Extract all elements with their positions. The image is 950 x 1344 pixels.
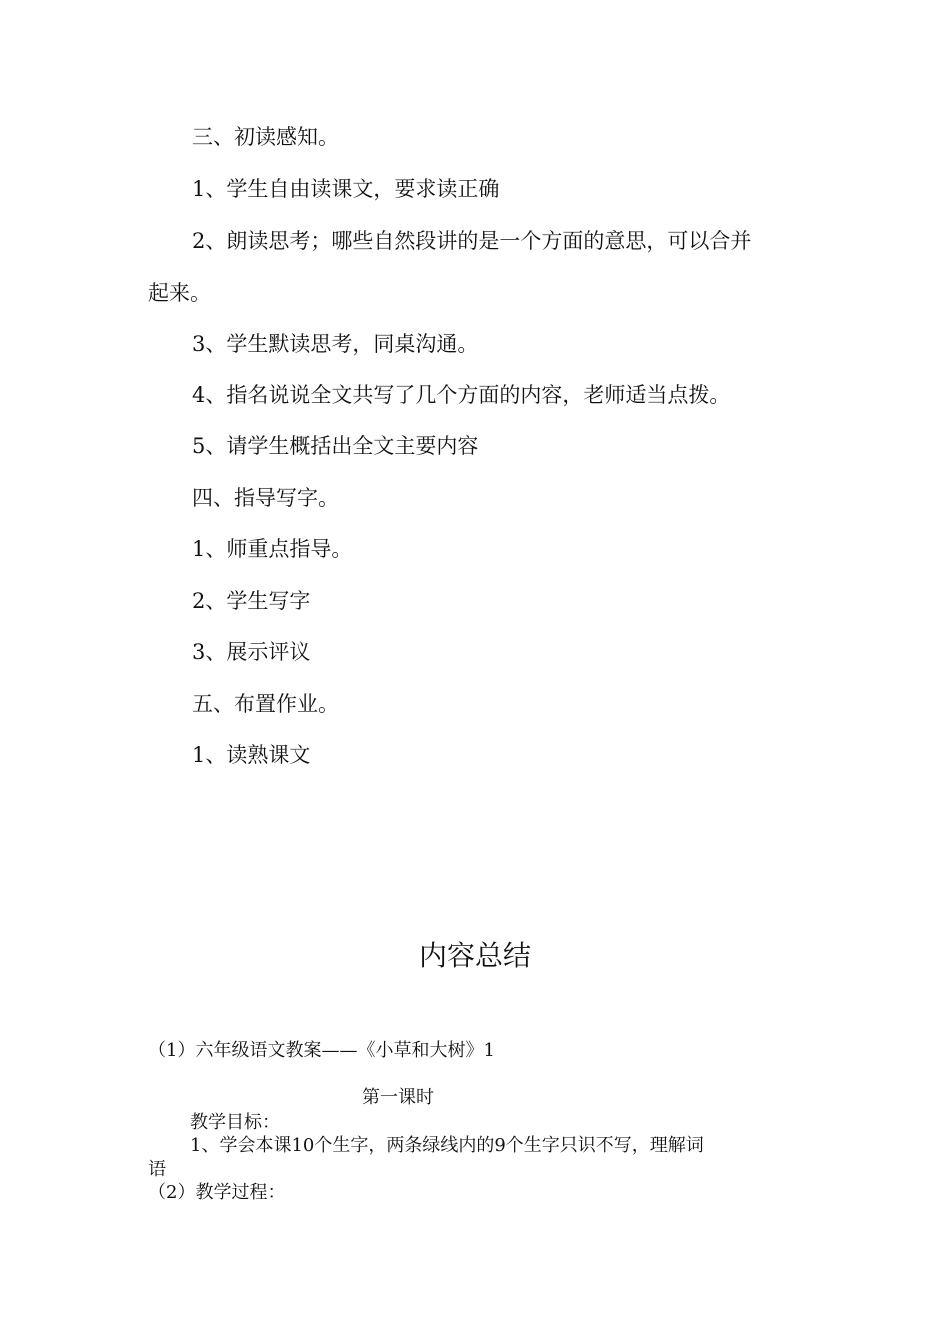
summary-line: 第一课时 — [362, 1087, 434, 1108]
summary-line: 语 — [148, 1159, 166, 1180]
step-line: 5、请学生概括出全文主要内容 — [192, 434, 479, 458]
summary-title: 内容总结 — [418, 939, 531, 972]
step-line-continuation: 起来。 — [148, 281, 211, 305]
summary-line: （2）教学过程： — [148, 1182, 286, 1203]
summary-line: 1、学会本课10个生字，两条绿线内的9个生字只识不写，理解词 — [190, 1135, 704, 1156]
section-heading-homework: 五、布置作业。 — [192, 692, 339, 716]
step-line: 4、指名说说全文共写了几个方面的内容，老师适当点拨。 — [192, 383, 731, 407]
step-line: 2、学生写字 — [192, 589, 311, 613]
step-line: 1、读熟课文 — [192, 743, 311, 767]
step-line: 1、学生自由读课文，要求读正确 — [192, 177, 500, 201]
step-line: 3、学生默读思考，同桌沟通。 — [192, 332, 479, 356]
section-heading-reading: 三、初读感知。 — [192, 125, 339, 149]
summary-line: （1）六年级语文教案——《小草和大树》1 — [148, 1040, 495, 1061]
step-line: 1、师重点指导。 — [192, 537, 353, 561]
section-heading-writing: 四、指导写字。 — [192, 486, 339, 510]
step-line: 3、展示评议 — [192, 640, 311, 664]
summary-line: 教学目标： — [190, 1112, 280, 1133]
step-line: 2、朗读思考；哪些自然段讲的是一个方面的意思，可以合并 — [192, 229, 752, 253]
